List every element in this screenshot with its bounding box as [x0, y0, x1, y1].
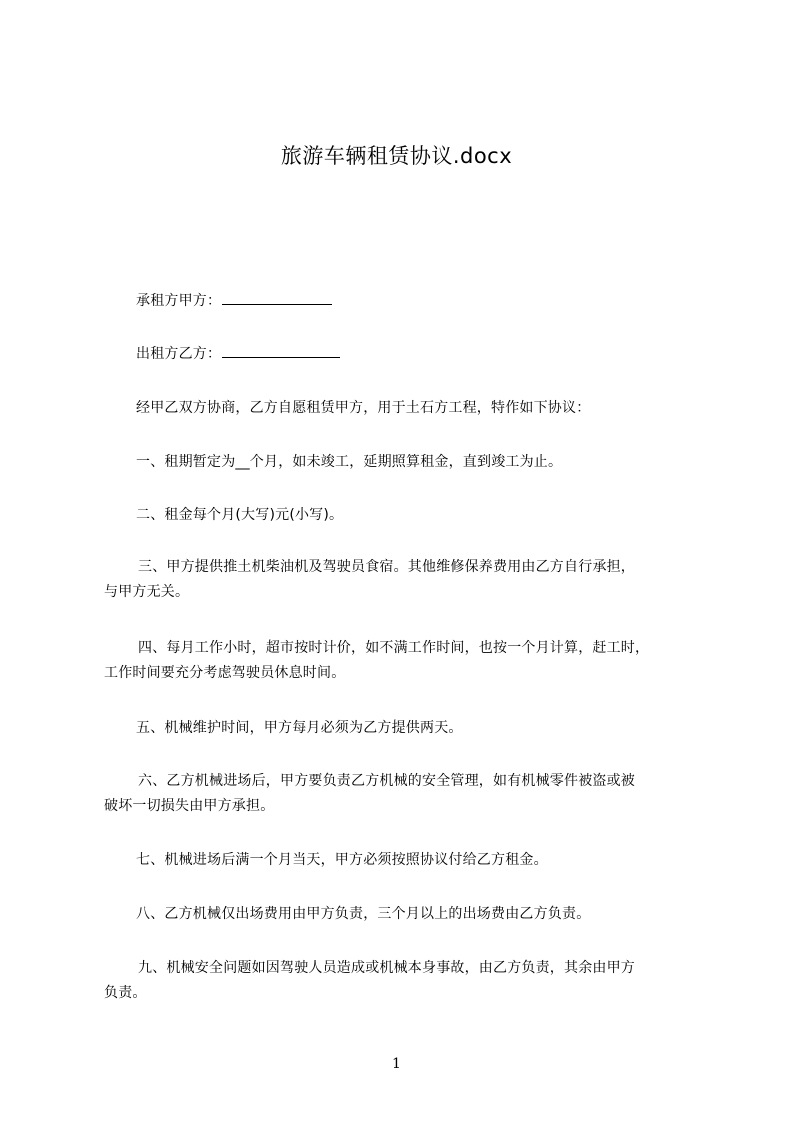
clause-6 — [104, 769, 716, 819]
lessor-label: 出租方乙方： — [136, 346, 222, 362]
clause-3 — [104, 555, 716, 605]
clause-3-line-2: 与甲方无关。 — [104, 584, 190, 600]
clause-6-line-1: 六、乙方机械进场后，甲方要负责乙方机械的安全管理，如有机械零件被盗或被 — [138, 773, 635, 789]
clause-7 — [104, 848, 716, 873]
lessee-blank[interactable] — [222, 290, 332, 305]
clause-1 — [104, 450, 716, 475]
document-title: 旅游车辆租赁协议.docx — [280, 144, 513, 168]
clause-7-line-1: 七、机械进场后满一个月当天，甲方必须按照协议付给乙方租金。 — [136, 852, 548, 868]
clause-6-line-2: 破坏一切损失由甲方承担。 — [104, 798, 275, 814]
lessor-field — [104, 342, 716, 367]
clause-8-line-1: 八、乙方机械仅出场费用由甲方负责，三个月以上的出场费由乙方负责。 — [136, 906, 591, 922]
page-number: 1 — [392, 1056, 401, 1072]
intro-text: 经甲乙双方协商，乙方自愿租赁甲方，用于土石方工程，特作如下协议： — [136, 400, 591, 416]
clause-9 — [104, 956, 716, 1006]
clause-4-line-1: 四、每月工作小时，超市按时计价，如不满工作时间，也按一个月计算，赶工时， — [138, 640, 650, 656]
intro-paragraph — [104, 396, 716, 421]
clause-9-line-1: 九、机械安全问题如因驾驶人员造成或机械本身事故，由乙方负责，其余由甲方 — [138, 960, 635, 976]
lessor-blank[interactable] — [222, 343, 340, 358]
clause-2 — [104, 503, 716, 528]
clause-1-line-1: 一、租期暂定为__个月，如未竣工，延期照算租金，直到竣工为止。 — [136, 454, 563, 470]
lessee-label: 承租方甲方： — [136, 293, 222, 309]
clause-4 — [104, 636, 716, 686]
clause-5-line-1: 五、机械维护时间，甲方每月必须为乙方提供两天。 — [136, 720, 463, 736]
clause-9-line-2: 负责。 — [104, 985, 147, 1001]
clause-8 — [104, 902, 716, 927]
clause-5 — [104, 716, 716, 741]
clause-2-line-1: 二、租金每个月(大写)元(小写)。 — [136, 507, 344, 523]
clause-4-line-2: 工作时间要充分考虑驾驶员休息时间。 — [104, 665, 346, 681]
clause-3-line-1: 三、甲方提供推土机柴油机及驾驶员食宿。其他维修保养费用由乙方自行承担， — [138, 559, 635, 575]
lessee-field — [104, 289, 716, 314]
